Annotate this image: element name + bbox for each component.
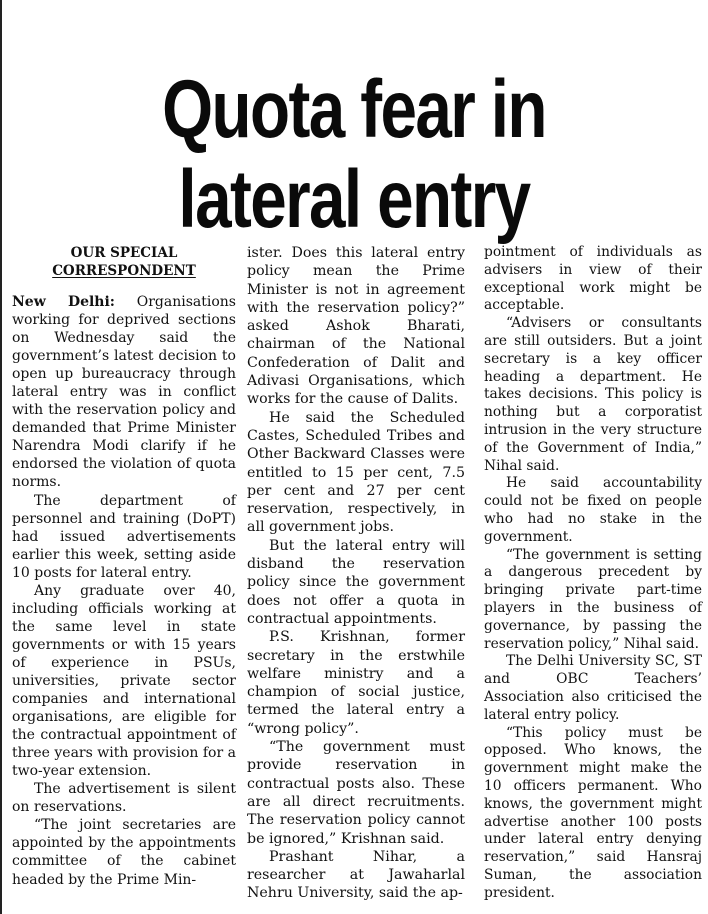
byline-line-1: OUR SPECIAL — [70, 245, 178, 261]
headline — [71, 65, 637, 245]
paragraph: But the lateral entry will disband the reservation policy since the government does not offer a quota in contractual appointments. — [247, 537, 465, 627]
paragraph: He said accountability could not be fixed on people who had no stake in the government. — [484, 475, 702, 545]
paragraph: ister. Does this lateral entry policy mean the Prime Minister is not in agreement with the reservation policy?” asked Ashok Bharati, chairman of the National Confederation of Dalit and Adivasi Organisations, which works for the cause of Dalits. — [247, 245, 465, 408]
paragraph: “The government must provide reservation in contractual posts also. These are all direct recruitments. The reservation policy cannot be ignored,” Krishnan said. — [247, 739, 465, 847]
article-column-1 — [12, 244, 236, 889]
paragraph: pointment of individuals as advisers in view of their exceptional work might be acceptable. — [484, 244, 702, 314]
paragraph-lead — [12, 293, 236, 492]
paragraph: The Delhi University SC, ST and OBC Teachers’ Association also criticised the lateral entry policy. — [484, 653, 702, 723]
headline-line-1: Quota fear in — [162, 63, 546, 155]
article-column-3 — [484, 244, 702, 902]
paragraph: He said the Scheduled Castes, Scheduled Tribes and Other Backward Classes were entitled to 15 per cent, 7.5 per cent and 27 per cent reservation, respectively, in all government jobs. — [247, 409, 465, 536]
article-column-2 — [247, 244, 465, 903]
paragraph: “Advisers or consultants are still outsiders. But a joint secretary is a key officer heading a department. He takes decisions. This policy is nothing but a corporatist intrusion in the very structure of the Government of India,” Nihal said. — [484, 315, 702, 474]
paragraph: The advertisement is silent on reservations. — [12, 781, 236, 816]
paragraph: “The government is setting a dangerous precedent by bringing private part-time players in the business of governance, by passing the reservation policy,” Nihal said. — [484, 546, 702, 652]
page-frame-rule — [0, 0, 2, 914]
paragraph: Prashant Nihar, a researcher at Jawaharlal Nehru University, said the ap- — [247, 848, 465, 902]
paragraph: “The joint secretaries are appointed by the appointments committee of the cabinet headed by the Prime Min- — [12, 817, 236, 888]
paragraph: Any graduate over 40, including officials working at the same level in state governments or with 15 years of experience in PSUs, universities, private sector companies and international organisations, are eligible for the contractual appointment of three years with provision for a two-year extension. — [12, 582, 236, 780]
headline-line-2: lateral entry — [178, 153, 530, 245]
paragraph: The department of personnel and training (DoPT) had issued advertisements earlier this week, setting aside 10 posts for lateral entry. — [12, 492, 236, 581]
dateline: New Delhi: — [12, 294, 115, 310]
paragraph-lead-text: Organisations working for deprived sections on Wednesday said the government’s latest decision to open up bureaucracy through lateral entry was in conflict with the reservation policy and demanded that Prime Minister Narendra Modi clarify if he endorsed the violation of quota norms. — [12, 294, 236, 491]
paragraph: P.S. Krishnan, former secretary in the erstwhile welfare ministry and a champion of social justice, termed the lateral entry a “wrong policy”. — [247, 629, 465, 737]
byline-line-2: CORRESPONDENT — [52, 263, 196, 279]
byline — [12, 244, 236, 280]
paragraph: “This policy must be opposed. Who knows, the government might make the 10 officers permanent. Who knows, the government might advertise another 100 posts under lateral entry denying reservation,” said Hansraj Suman, the association president. — [484, 724, 702, 901]
